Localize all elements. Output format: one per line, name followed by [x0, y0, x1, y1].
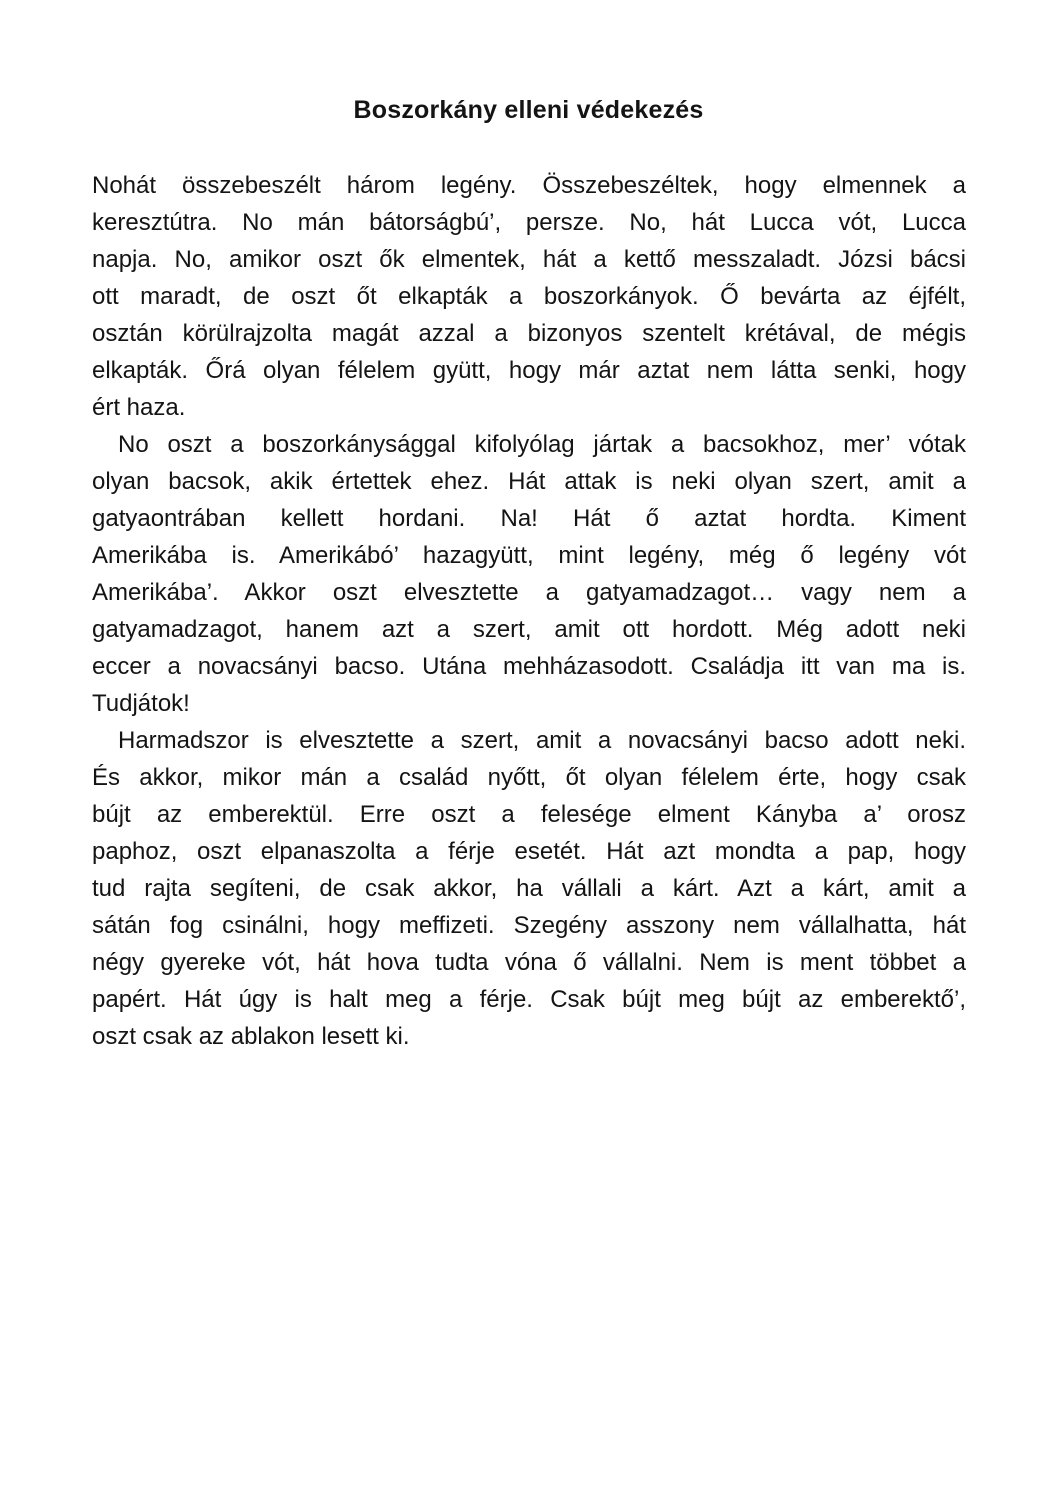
text-line: tud rajta segíteni, de csak akkor, ha vállali a kárt. Azt a kárt, amit a	[92, 875, 966, 902]
document-body	[92, 167, 966, 1055]
text-line: Amerikába is. Amerikábó’ hazagyütt, mint legény, még ő legény vót	[92, 542, 966, 569]
text-line: Nohát összebeszélt három legény. Összebeszéltek, hogy elmennek a	[92, 172, 966, 199]
text-line: bújt az emberektül. Erre oszt a felesége elment Kányba a’ orosz	[92, 801, 966, 828]
text-line: eccer a novacsányi bacso. Utána mehházasodott. Családja itt van ma is.	[92, 653, 966, 680]
text-line: gatyaontrában kellett hordani. Na! Hát ő aztat hordta. Kiment	[92, 505, 966, 532]
text-line: És akkor, mikor mán a család nyőtt, őt olyan félelem érte, hogy csak	[92, 764, 966, 791]
paragraph	[92, 426, 966, 722]
document-title: Boszorkány elleni védekezés	[353, 96, 704, 124]
text-line: Tudjátok!	[92, 690, 190, 717]
text-line: ért haza.	[92, 394, 186, 421]
text-line: gatyamadzagot, hanem azt a szert, amit ott hordott. Még adott neki	[92, 616, 966, 643]
text-line: oszt csak az ablakon lesett ki.	[92, 1023, 410, 1050]
text-line: olyan bacsok, akik értettek ehez. Hát attak is neki olyan szert, amit a	[92, 468, 966, 495]
text-line: sátán fog csinálni, hogy meffizeti. Szegény asszony nem vállalhatta, hát	[92, 912, 966, 939]
text-line: ott maradt, de oszt őt elkapták a boszorkányok. Ő bevárta az éjfélt,	[92, 283, 966, 310]
text-line: papért. Hát úgy is halt meg a férje. Csak bújt meg bújt az emberektő’,	[92, 986, 966, 1013]
paragraph	[92, 722, 966, 1055]
text-line: osztán körülrajzolta magát azzal a bizonyos szentelt krétával, de mégis	[92, 320, 966, 347]
text-line: Harmadszor is elvesztette a szert, amit a novacsányi bacso adott neki.	[118, 727, 966, 754]
text-line: Amerikába’. Akkor oszt elvesztette a gatyamadzagot… vagy nem a	[92, 579, 966, 606]
text-line: négy gyereke vót, hát hova tudta vóna ő vállalni. Nem is ment többet a	[92, 949, 966, 976]
paragraph	[92, 167, 966, 426]
text-line: paphoz, oszt elpanaszolta a férje esetét. Hát azt mondta a pap, hogy	[92, 838, 966, 865]
text-line: No oszt a boszorkánysággal kifolyólag jártak a bacsokhoz, mer’ vótak	[118, 431, 966, 458]
text-line: keresztútra. No mán bátorságbú’, persze. No, hát Lucca vót, Lucca	[92, 209, 966, 236]
text-line: elkapták. Őrá olyan félelem gyütt, hogy már aztat nem látta senki, hogy	[92, 357, 966, 384]
text-line: napja. No, amikor oszt ők elmentek, hát a kettő messzaladt. Józsi bácsi	[92, 246, 966, 273]
